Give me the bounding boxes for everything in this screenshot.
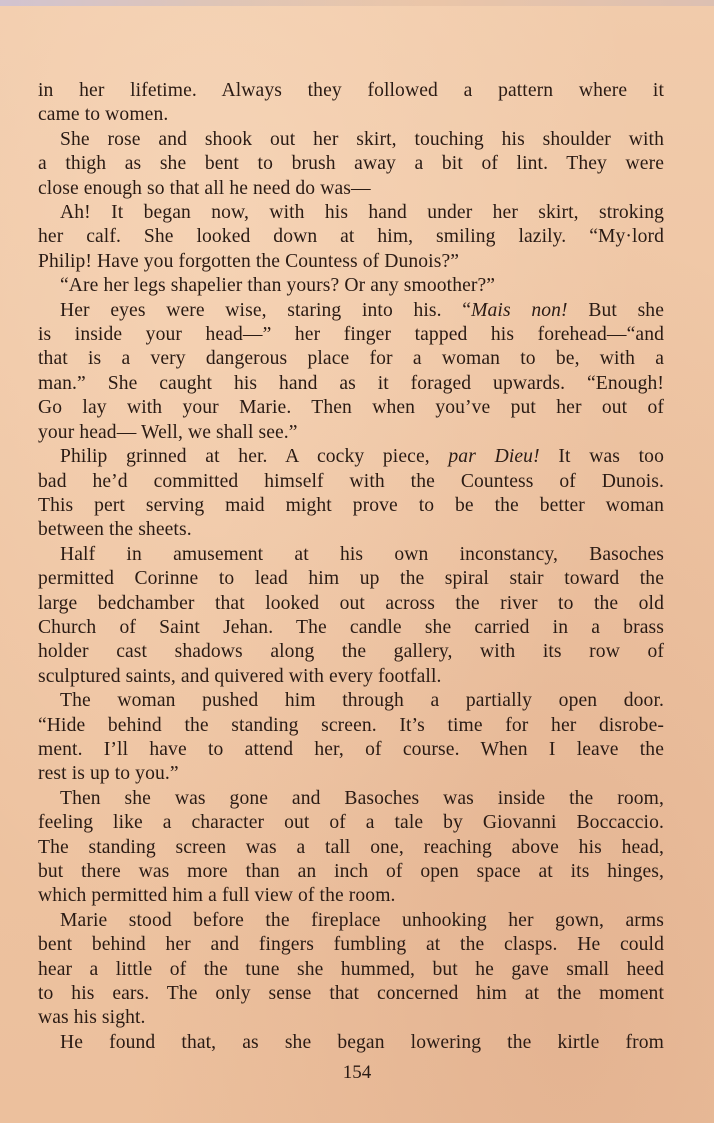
text-line: Philip grinned at her. A cocky piece, par Dieu! It was too — [60, 446, 664, 468]
body-text — [38, 79, 664, 1055]
text-line: but there was more than an inch of open space at its hinges, — [38, 861, 664, 882]
text-line: Ah! It began now, with his hand under her skirt, stroking — [60, 202, 664, 224]
text-line: your head— Well, we shall see.” — [38, 421, 298, 443]
text-line: to his ears. The only sense that concerned him at the moment — [38, 983, 664, 1005]
text-line: between the sheets. — [38, 519, 192, 541]
text-line: was his sight. — [38, 1007, 146, 1029]
text-line: The woman pushed him through a partially open door. — [60, 690, 664, 712]
text-line: sculptured saints, and quivered with every footfall. — [38, 665, 442, 687]
text-line: rest is up to you.” — [38, 763, 179, 785]
text-line: The standing screen was a tall one, reaching above his head, — [38, 836, 664, 858]
text-line: close enough so that all he need do was— — [38, 177, 371, 199]
text-line: Her eyes were wise, staring into his. “Mais non! But she — [60, 299, 665, 321]
italic-phrase: par Dieu! — [448, 446, 540, 468]
text-line: permitted Corinne to lead him up the spiral stair toward the — [38, 568, 664, 590]
page-number: 154 — [342, 1062, 372, 1083]
text-line: that is a very dangerous place for a woman to be, with a — [38, 348, 664, 370]
text-line: ment. I’ll have to attend her, of course. When I leave the — [38, 738, 664, 760]
text-line: hear a little of the tune she hummed, but he gave small heed — [38, 958, 664, 980]
text-line: which permitted him a full view of the room. — [38, 885, 396, 907]
page-top-edge — [0, 0, 714, 6]
text-line: “Are her legs shapelier than yours? Or any smoother?” — [60, 275, 496, 297]
text-line: a thigh as she bent to brush away a bit of lint. They were — [38, 153, 664, 175]
text-line: This pert serving maid might prove to be the better woman — [38, 494, 664, 516]
text-line: Then she was gone and Basoches was inside the room, — [60, 787, 664, 809]
text-line: She rose and shook out her skirt, touching his shoulder with — [60, 128, 664, 150]
text-line: He found that, as she began lowering the kirtle from — [60, 1031, 664, 1053]
text-line: Go lay with your Marie. Then when you’ve put her out of — [38, 397, 664, 419]
text-line: her calf. She looked down at him, smiling lazily. “My·lord — [38, 226, 664, 248]
text-line: holder cast shadows along the gallery, with its row of — [38, 641, 664, 663]
text-line: came to women. — [38, 104, 169, 126]
text-line: bad he’d committed himself with the Countess of Dunois. — [38, 470, 664, 492]
text-line: bent behind her and fingers fumbling at the clasps. He could — [38, 934, 664, 956]
text-line: feeling like a character out of a tale by Giovanni Boccaccio. — [38, 812, 664, 834]
text-line: Half in amusement at his own inconstancy, Basoches — [60, 543, 664, 565]
text-line: man.” She caught his hand as it foraged upwards. “Enough! — [38, 372, 664, 394]
text-line: is inside your head—” her finger tapped his forehead—“and — [38, 324, 664, 346]
text-line: “Hide behind the standing screen. It’s time for her disrobe- — [38, 714, 664, 736]
italic-phrase: Mais non! — [471, 299, 568, 321]
text-line: Church of Saint Jehan. The candle she carried in a brass — [38, 616, 664, 638]
text-line: Marie stood before the fireplace unhooking her gown, arms — [60, 909, 664, 931]
text-line: in her lifetime. Always they followed a pattern where it — [38, 80, 664, 101]
text-line: large bedchamber that looked out across the river to the old — [38, 592, 664, 614]
text-line: Philip! Have you forgotten the Countess of Dunois?” — [38, 250, 460, 272]
